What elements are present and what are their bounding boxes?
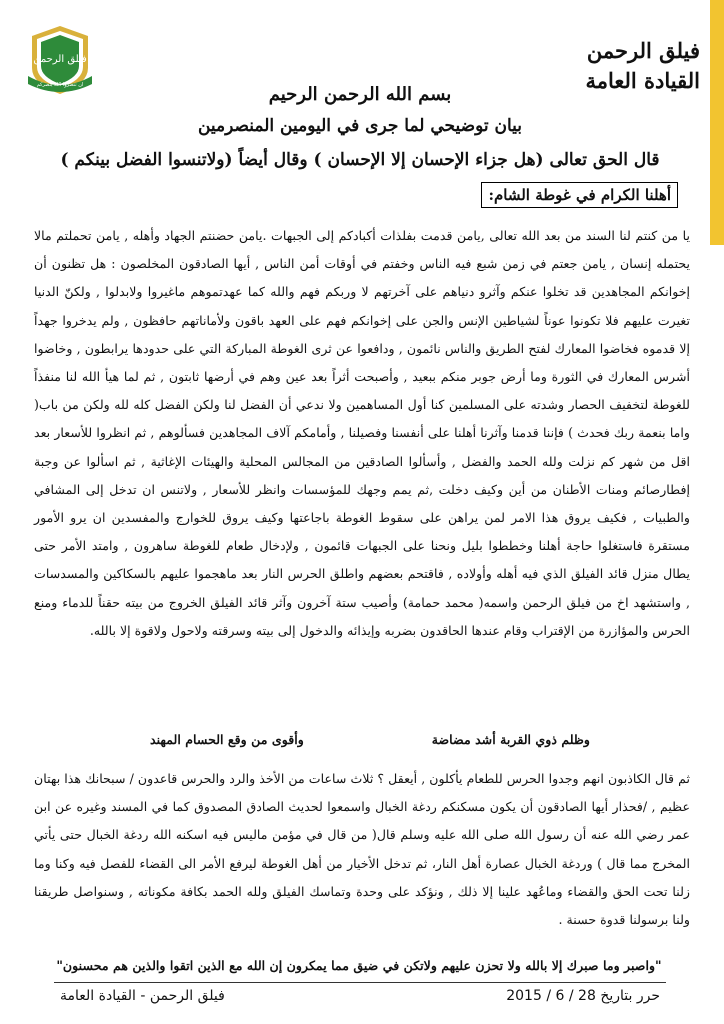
org-name: فيلق الرحمن <box>586 38 700 63</box>
footer-signature: فيلق الرحمن - القيادة العامة <box>60 988 225 1004</box>
body-paragraph-2: ثم قال الكاذبون انهم وجدوا الحرس للطعام يأكلون , أيعقل ؟ ثلاث ساعات من الأخذ والرد والحرس قاعدون / سبحانك هذا بهتان عظيم , /فحذار أيها الصادقون أن يكون مسكنكم ردغة الخبال واسمعوا لحديث الصادق المصدوق كما في المسند وغيره عن ابن عمر رضي الله عنه أن رسول الله صلى الله عليه وسلم قال( من قال في مؤمن ماليس فيه اسكنه الله ردغة الخبال حتى يأتي المخرج مما قال ) وردغة الخبال عصارة أهل النار، ثم تدخل الأخيار من أهل الغوطة ليرفع الأمر الى القضاء للفصل فيه وكنا وما زلنا تحت الحق والقضاء وماعُهد علينا إلا ذلك , ونؤكد على وحدة وتماسك الفيلق ولله الحمد بكافة مكوناته , وسنواصل طريقنا ولنا برسولنا قدوة حسنة . <box>34 771 690 928</box>
poetry-verse <box>150 732 590 747</box>
quran-quote: قال الحق تعالى (هل جزاء الإحسان إلا الإحسان ) وقال أيضاً (ولاتنسوا الفضل بينكم ) <box>60 150 660 170</box>
footer-date: حرر بتاريخ 28 / 6 / 2015 <box>506 988 660 1004</box>
body-paragraph-1: يا من كنتم لنا السند من بعد الله تعالى ,يامن قدمت بفلذات أكبادكم إلى الجبهات .يامن حضنتم الجهاد وأهله , يامن تحملتم مالا يحتمله إنسان , يامن جعتم في زمن شبع فيه الناس وخفتم في أوقات أمن الناس , أيها الصادقون المخلصون : هل تظنون أن إخوانكم المجاهدين قد تخلوا عنكم وآثرو دنياهم على آخرتهم لا وربكم فهم والله كما عهدتموهم ماغيروا ولابدلوا , ولكنّ الدنيا تغيرت عليهم فلا تكونوا عوناً لشياطين الإنس والجن على إخوانكم فهم على العهد باقون ولأماناتهم حافظون , ولم يدخروا جهداً إلا قدموه فخاضوا المعارك لفتح الطريق والناس نائمون , ودافعوا عن ثرى الغوطة المباركة التي على حدودها يرابطون , وخاضوا أشرس المعارك في الثورة وما أرض جوبر منكم ببعيد , وأصبحت أثراً بعد عين وهم في أرضها ثابتون , ثم لما هيأ الله لنا منفذاً للغوطة لتخفيف الحصار وشدته على المسلمين كنا أول المساهمين ولا ندعي أن الفضل لنا ولكن الفضل كله لله ولكن من باب( واما بنعمة ربك فحدث ) فإننا قدمنا وآثرنا أهلنا على أنفسنا وفصيلنا , وأمامكم آلاف المجاهدين فسألوهم , ثم انظروا للأسعار بعد اقل من شهر كم نزلت ولله الحمد والفضل , وأسألوا الصادقين من المجالس المحلية والهيئات الإغاثية , ثم اسألوا عن وجبة إفطارصائم ومنات الأطنان من أين وكيف دخلت ,ثم يمم وجهك للمؤسسات وانظر للأسعار , ولاتنس ان تدخل إلى المشافي والطبيات , فكيف يروق هذا الامر لمن يراهن على سقوط الغوطة باجاعتها وكيف يروق للخوارج والمفسدين ان يرو الأمور مستقرة فاستغلوا حاجة أهلنا وخططوا بليل ونحنا على الجبهات قائمون , ولإدخال طعام للغوطة ساهرون , وامتد الأمر حتى يطال منزل قائد الفيلق الذي فيه أهله وأولاده , فاقتحم بعضهم واطلق الحرس النار بعد ماهجموا عليهم بالسكاكين والمسدسات , واستشهد اخ من فيلق الرحمن واسمه( محمد حمامة) وأصيب ستة آخرون وآثر قائد الفيلق الخروج من بيته حقناً للدماء ومنع الحرس والمؤازرة من الإقتراب وقام عندها الحاقدون بضربه وإيذائه والدخول إلى بيته وسرقته ولاحول ولاقوة إلا بالله. <box>34 228 690 638</box>
closing-quote: "واصبر وما صبرك إلا بالله ولا تحزن عليهم ولاتكن في ضيق مما يمكرون إن الله مع الذين اتقوا والذين هم محسنون" <box>56 958 662 973</box>
logo-ribbon: ان تنصروا الله ينصركم <box>36 82 84 88</box>
verse-right: وظلم ذوي القربة أشد مضاضة <box>431 732 590 747</box>
org-command: القيادة العامة <box>585 68 700 93</box>
basmala: بسم الله الرحمن الرحيم <box>268 84 452 105</box>
logo-text: فيلق الرحمن <box>33 54 87 65</box>
footer-divider <box>54 982 666 983</box>
verse-left: وأقوى من وقع الحسام المهند <box>150 732 304 747</box>
footer <box>60 988 660 1004</box>
statement-subject: بيان توضيحي لما جرى في اليومين المنصرمين <box>197 116 523 136</box>
greeting: أهلنا الكرام في غوطة الشام: <box>481 182 678 208</box>
accent-bar <box>710 0 724 245</box>
